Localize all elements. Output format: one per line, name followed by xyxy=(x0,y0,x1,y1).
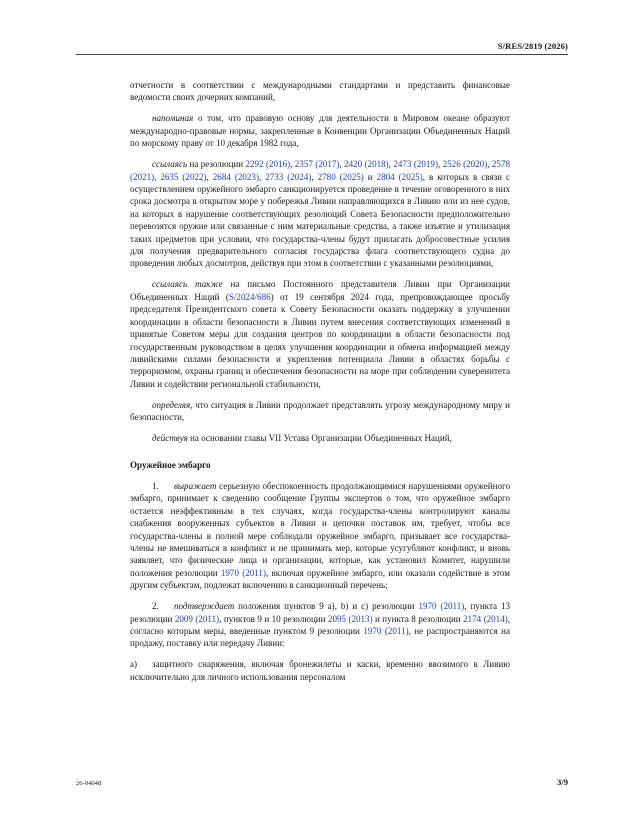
header-rule xyxy=(76,54,568,55)
operative-verb: подтверждает xyxy=(174,601,235,612)
preamble-paragraph-determining xyxy=(130,399,510,424)
preamble-paragraph-recalling xyxy=(130,112,510,149)
resolution-link[interactable]: 2095 (2013) xyxy=(327,613,373,624)
preamble-verb: действуя xyxy=(152,433,188,444)
paragraph-continuation: отчетности в соответствии с международными стандартами и представить финансовые ведомости своих дочерних компаний, xyxy=(130,80,510,103)
resolution-link[interactable]: 1970 (2011) xyxy=(418,601,465,612)
paragraph-text: положения пунктов 9 a), b) и c) резолюции xyxy=(234,601,419,612)
paragraph-text: на письмо Постоянного представителя Ливии при Организации Объединенных Наций ( xyxy=(130,279,511,302)
resolution-link[interactable]: 2526 (2020) xyxy=(442,159,488,170)
resolution-link[interactable]: 2473 (2019) xyxy=(393,159,438,170)
page-number: 3/9 xyxy=(557,777,568,787)
paragraph-number: 2. xyxy=(152,601,159,612)
preamble-paragraph-referring-also xyxy=(130,278,510,390)
resolution-link[interactable]: 1970 (2011) xyxy=(220,567,266,578)
resolution-link[interactable]: 1970 (2011) xyxy=(363,626,409,636)
separator: , xyxy=(311,171,318,182)
preamble-verb: определяя xyxy=(152,399,191,410)
document-link[interactable]: S/2024/686 xyxy=(228,291,271,302)
separator: , xyxy=(437,159,443,170)
document-code-header: S/RES/2819 (2026) xyxy=(497,41,568,51)
sub-paragraph-letter: a) xyxy=(130,659,138,670)
paragraph-text: , согласно которым меры, введенные пунктом 9 резолюции xyxy=(130,613,511,636)
preamble-verb: напоминая xyxy=(152,113,194,124)
paragraph-number: 1. xyxy=(152,480,159,491)
separator: , xyxy=(258,171,266,182)
separator: и xyxy=(363,171,377,182)
resolution-link[interactable]: 2684 (2023) xyxy=(212,171,259,182)
document-body xyxy=(130,79,510,692)
separator: , xyxy=(206,171,213,182)
paragraph-text: на основании главы VII Устава Организации Объединенных Наций, xyxy=(187,433,452,444)
paragraph-text: , в которых в связи с осуществлением оружейного эмбарго санкционируется проведение в течение оговоренного в них срока досмотра в открытом море у побережья Ливии направляющихся в Ливию или из нее судов, на которых в нарушение соответствующих резолюций Совета Безопасности предположительно перевозятся оружие или связанные с ним материальные средства, а также изъятие и утилизация таких предметов при условии, что государства-члены будут прилагать добросовестные усилия для получения предварительного согласия государства флага соответствующего судна до проведения любых досмотров, действуя при этом в соответствии с указанными резолюциями, xyxy=(130,171,510,269)
resolution-link[interactable]: 2804 (2025) xyxy=(376,171,423,182)
paragraph-text: и пункта 8 резолюции xyxy=(372,613,464,624)
resolution-link[interactable]: 2635 (2022) xyxy=(160,171,207,182)
resolution-link[interactable]: 2292 (2016) xyxy=(245,159,291,170)
paragraph-text: о том, что правовую основу для деятельности в Мировом океане образуют международно-правовые нормы, закрепленные в Конвенции Организации Объединенных Наций по морскому праву от 10 декабря 1982 года, xyxy=(130,113,510,149)
job-number-footer: 26-04048 xyxy=(76,780,102,787)
separator: , xyxy=(290,159,295,170)
resolution-link[interactable]: 2733 (2024) xyxy=(265,171,312,182)
paragraph-text: , что ситуация в Ливии продолжает представлять угрозу международному миру и безопасности, xyxy=(130,399,510,423)
preamble-paragraph-referring xyxy=(130,158,510,270)
resolution-link[interactable]: 2420 (2018) xyxy=(344,159,389,170)
preamble-paragraph-acting xyxy=(130,432,510,444)
preamble-verb: ссылаясь xyxy=(152,159,188,170)
separator: , xyxy=(487,159,492,170)
paragraph-text: на резолюции xyxy=(187,159,246,170)
paragraph-text: , пунктов 9 и 10 резолюции xyxy=(219,613,328,624)
resolution-link[interactable]: 2357 (2017) xyxy=(294,159,340,170)
section-heading: Оружейное эмбарго xyxy=(130,459,211,470)
resolution-link[interactable]: 2009 (2011) xyxy=(174,613,220,624)
resolution-link[interactable]: 2780 (2025) xyxy=(317,171,364,182)
paragraph-text: , включая оружейное эмбарго, или оказали содействие в этом другим субъектам, подлежат включению в санкционный перечень; xyxy=(130,567,511,591)
preamble-verb: ссылаясь также xyxy=(152,279,223,290)
sub-paragraph-a xyxy=(130,658,510,683)
paragraph-text: защитного снаряжения, включая бронежилеты и каски, временно ввозимого в Ливию исключительно для личного использования персоналом xyxy=(130,659,510,682)
operative-paragraph-1 xyxy=(130,480,510,592)
separator: , xyxy=(339,159,345,170)
separator: , xyxy=(388,159,394,170)
paragraph-text: серьезную обеспокоенность продолжающимися нарушениями оружейного эмбарго, принимает к сведению сообщение Группы экспертов о том, что оружейное эмбарго остается неэффективным в тех случаях, когда государства-члены контролируют каналы снабжения вооруженных субъектов в Ливии и цепочки поставок им, требует, чтобы все государства-члены в полной мере соблюдали оружейное эмбарго, призывает все государства-члены не вмешиваться в конфликт и не принимать мер, которые усугубляют конфликт, и вновь заявляет, что физические лица и организации, которые, как установил Комитет, нарушили положения резолюции xyxy=(130,480,510,578)
paragraph-text: ) от 19 сентября 2024 года, препровождающее просьбу председателя Президентского совета к Совету Безопасности оказать поддержку в улучшении координации в области безопасности в Ливии путем внесения соответствующих изменений в принятые Советом меры для создания центров по координации в области безопасности под государственным руководством в целях улучшения координации и обмена информацией между ливийскими силами безопасности и укрепления потенциала Ливии в областях борьбы с терроризмом, охраны границ и обеспечения безопасности на море при соблюдении суверенитета Ливии и содействии региональной стабильности, xyxy=(130,291,510,389)
paragraph-text: , пункта 13 резолюции xyxy=(130,601,511,624)
operative-verb: выражает xyxy=(174,480,217,491)
operative-paragraph-2 xyxy=(130,600,510,650)
separator: , xyxy=(154,171,161,182)
resolution-link[interactable]: 2578 (2021) xyxy=(130,159,510,182)
paragraph-text: , не распространяются на продажу, поставку или передачу Ливии: xyxy=(130,626,510,649)
resolution-link[interactable]: 2174 (2014) xyxy=(463,613,508,624)
